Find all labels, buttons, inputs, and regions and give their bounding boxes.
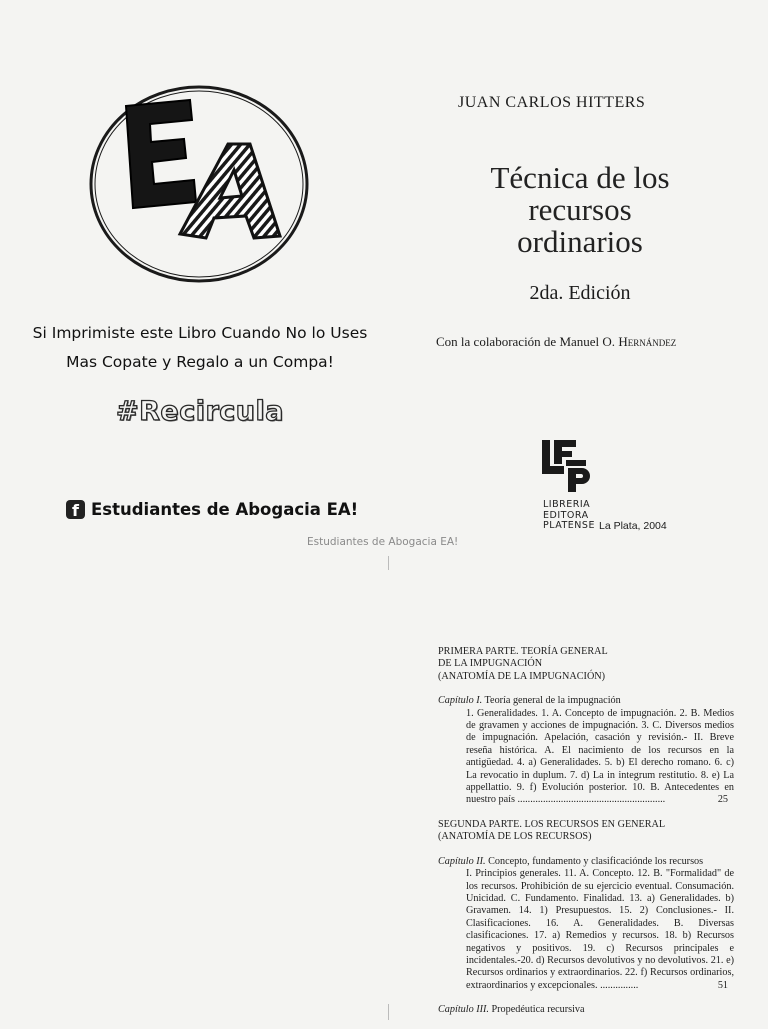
book-title [410,162,750,258]
toc-part-1-line-3: (ANATOMÍA DE LA IMPUGNACIÓN) [438,670,606,682]
facebook-icon: f [66,500,85,519]
toc-chapter-3-label: Capítulo III. [438,1004,489,1016]
toc-chapter-1-entries: 1. Generalidades. 1. A. Concepto de impugnación. 2. B. Medios de gravamen y acciones de impugnación. 3. C. Diversos medios de impugnación. Apelación, casación y revisión.- II. Breve reseña histórica. A. El nacimiento de los recursos en la antigüedad. 4. a) Generalidades. 5. b) El derecho romano. 6. c) La revocatio in duplum. 7. d) La in integrum restitutio. 8. e) La appellattio. 9. f) Evolución posterior. 10. B. Antecedentes en nuestro país .......................................................... [466,707,734,806]
toc-chapter-2-title: Concepto, fundamento y clasificacióndе los recursos [488,855,704,867]
toc-chapter-1 [438,695,734,807]
toc-chapter-2-label: Capítulo II. [438,855,486,867]
toc-part-2-line-1: SEGUNDA PARTE. LOS RECURSOS EN GENERAL [438,818,666,830]
toc-chapter-1-body [438,708,734,807]
gutter-mark [388,1004,389,1020]
toc-chapter-1-page: 25 [717,794,728,806]
toc-chapter-3-heading [438,1004,734,1016]
facebook-page-name: Estudiantes de Abogacia EA! [91,500,359,519]
publisher-line-3: PLATENSE [543,520,595,531]
publisher-line-2: EDITORA [543,509,589,521]
toc-chapter-2-body [438,868,734,992]
book-author: JUAN CARLOS HITTERS [458,94,646,111]
toc-part-1-line-1: PRIMERA PARTE. TEORÍA GENERAL [438,646,608,657]
toc-chapter-2 [438,856,734,992]
publisher-line-1: LIBRERIA [543,499,591,510]
publisher-name [543,500,595,532]
toc-chapter-3 [438,1004,734,1016]
ea-logo [88,84,310,284]
toc-chapter-2-heading [438,856,734,868]
collaboration-prefix: Con la colaboración de Manuel O. [436,334,616,349]
collaboration-credit [436,334,676,350]
toc-chapter-3-title: Propedéutica recursiva [491,1004,585,1016]
book-edition: 2da. Edición [529,282,631,304]
collaborator-surname: Hernández [618,334,677,349]
toc-part-1 [438,646,734,683]
toc-part-2 [438,819,734,844]
watermark-text: Estudiantes de Abogacia EA! [307,536,459,548]
toc-chapter-2-entries: I. Principios generales. 11. A. Concepto. 12. B. "Formalidad" de los recursos. Prohibición de su ejercicio eventual. Consumación. Unicidad. C. Fundamento. Finalidad. 13. a) Generalidades. b) Gravamen. 14. 1) Presupuestos. 15. 2) Conclusiones.- II. Clasificaciones. 16. A. Generalidades. B. Diversas clasificaciones. 17. a) Remedios y recursos. 18. b) Recursos negativos y positivos. 19. c) Recursos principales e incidentales.-20. d) Recursos devolutivos y no devolutivos. 21. e) Recursos ordinarios y extraordinarios. 22. f) Recursos ordinarios, extraordinarios y excepcionales. ............... [466,868,734,991]
toc-chapter-2-page: 51 [717,979,728,991]
table-of-contents [438,646,734,1029]
toc-chapter-1-title: Teoría general de la impugnación [484,695,621,707]
title-line-1: Técnica de los [490,160,670,195]
promo-line-2: Mas Copate y Regalo a un Compa! [66,353,334,371]
publisher-logo [540,438,590,494]
gutter-mark [388,556,389,570]
title-line-2: recursos [528,192,632,227]
facebook-credit [66,500,358,519]
toc-chapter-1-heading [438,695,734,707]
title-line-3: ordinarios [517,224,643,259]
promo-line-1: Si Imprimiste este Libro Cuando No lo Uses [32,324,368,342]
toc-part-2-line-2: (ANATOMÍA DE LOS RECURSOS) [438,831,592,843]
recircula-hashtag: #Recircula [115,396,284,427]
toc-part-1-line-2: DE LA IMPUGNACIÓN [438,658,543,670]
place-and-year: La Plata, 2004 [599,520,667,532]
toc-chapter-1-label: Capítulo I. [438,695,483,707]
